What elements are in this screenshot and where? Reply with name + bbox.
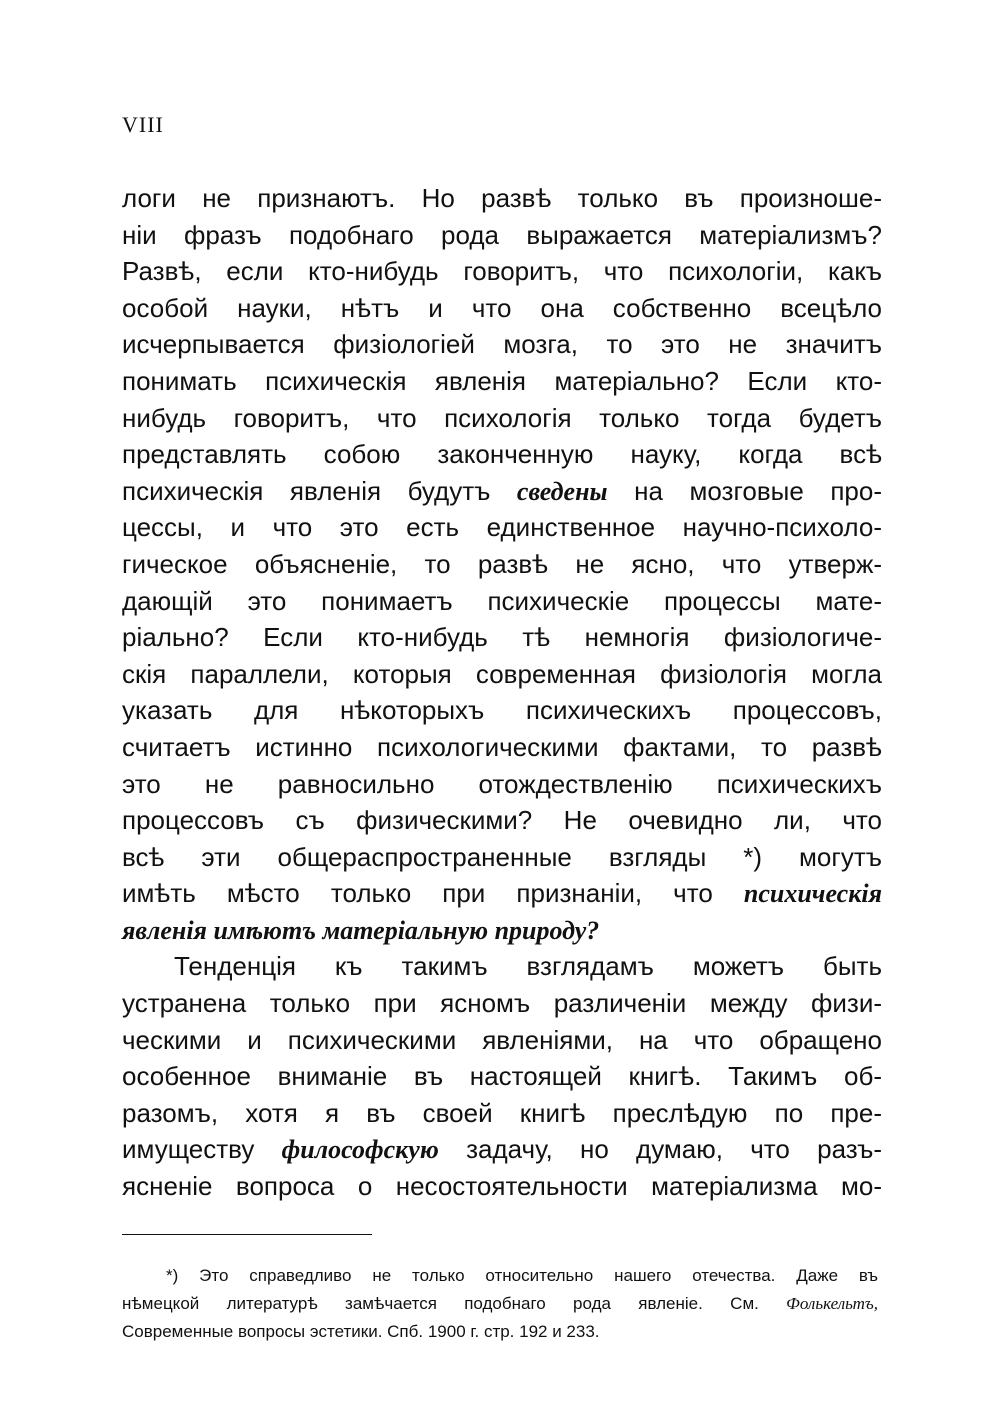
text-line [122, 473, 882, 510]
main-text-block [122, 180, 882, 1205]
page-number: VIII [122, 112, 164, 137]
text-line: скія параллели, которыя современная физіологія могла [122, 658, 882, 689]
text-segment: задачу, но думаю, что разъ- [438, 1134, 882, 1165]
text-segment: на мозговые про- [607, 475, 882, 506]
text-line: особой науки, нѣтъ и что она собственно всецѣло [122, 292, 882, 323]
text-line: исчерпывается физіологіей мозга, то это не значитъ [122, 329, 882, 360]
text-line: понимать психическія явленія матеріально? Если кто- [122, 365, 882, 396]
text-line: ческими и психическими явленіями, на что обращено [122, 1024, 882, 1055]
text-line [122, 1131, 882, 1168]
text-segment: имѣть мѣсто только при признаніи, что [122, 878, 744, 909]
text-line: всѣ эти общераспространенные взгляды *) могутъ [122, 841, 882, 872]
footnote-author: Фолькельтъ, [786, 1294, 878, 1313]
text-line: представлять собою законченную науку, когда всѣ [122, 439, 882, 470]
text-segment: психическія явленія будутъ [122, 475, 517, 506]
text-line: цессы, и что это есть единственное научно-психоло- [122, 512, 882, 543]
emphasis-text: сведены [516, 476, 608, 506]
text-line: указать для нѣкоторыхъ психическихъ процессовъ, [122, 695, 882, 726]
emphasis-text: философскую [281, 1135, 439, 1165]
text-line: устранена только при ясномъ различеніи между физи- [122, 988, 882, 1019]
footnote-line [122, 1290, 878, 1318]
footnote-line: Современные вопросы эстетики. Спб. 1900 г. стр. 192 и 233. [122, 1322, 600, 1341]
footnote-separator [122, 1234, 372, 1235]
text-line [122, 875, 882, 912]
text-line: ріально? Если кто-нибудь тѣ немногія физіологиче- [122, 622, 882, 653]
emphasis-text: психическія [743, 879, 882, 909]
footnote-line: *) Это справедливо не только относительно нашего отечества. Даже въ [166, 1266, 878, 1285]
paragraph-start-line: Тенденція къ такимъ взглядамъ можетъ быть [174, 951, 882, 982]
text-line: особенное вниманіе въ настоящей книгѣ. Такимъ об- [122, 1061, 882, 1092]
text-line: разомъ, хотя я въ своей книгѣ преслѣдую по пре- [122, 1097, 882, 1128]
footnote-segment: нѣмецкой литературѣ замѣчается подобнаго рода явленіе. См. [122, 1294, 787, 1313]
text-line: Развѣ, если кто-нибудь говоритъ, что психологіи, какъ [122, 256, 882, 287]
text-line: это не равносильно отождествленію психическихъ [122, 768, 882, 799]
text-line: дающій это понимаетъ психическіе процессы мате- [122, 585, 882, 616]
text-line [122, 912, 882, 949]
text-line: ніи фразъ подобнаго рода выражается матеріализмъ? [122, 219, 882, 250]
footnote [122, 1262, 878, 1346]
text-line: нибудь говоритъ, что психологія только тогда будетъ [122, 402, 882, 433]
text-line: гическое объясненіе, то развѣ не ясно, что утверж- [122, 548, 882, 579]
text-line: ясненіе вопроса о несостоятельности матеріализма мо- [122, 1171, 882, 1202]
text-line: процессовъ съ физическими? Не очевидно ли, что [122, 805, 882, 836]
text-line: логи не признаютъ. Но развѣ только въ произноше- [122, 183, 882, 213]
emphasis-text: явленія имѣютъ матеріальную природу? [122, 915, 600, 945]
text-line: считаетъ истинно психологическими фактами, то развѣ [122, 731, 882, 762]
text-segment: имуществу [122, 1134, 282, 1165]
